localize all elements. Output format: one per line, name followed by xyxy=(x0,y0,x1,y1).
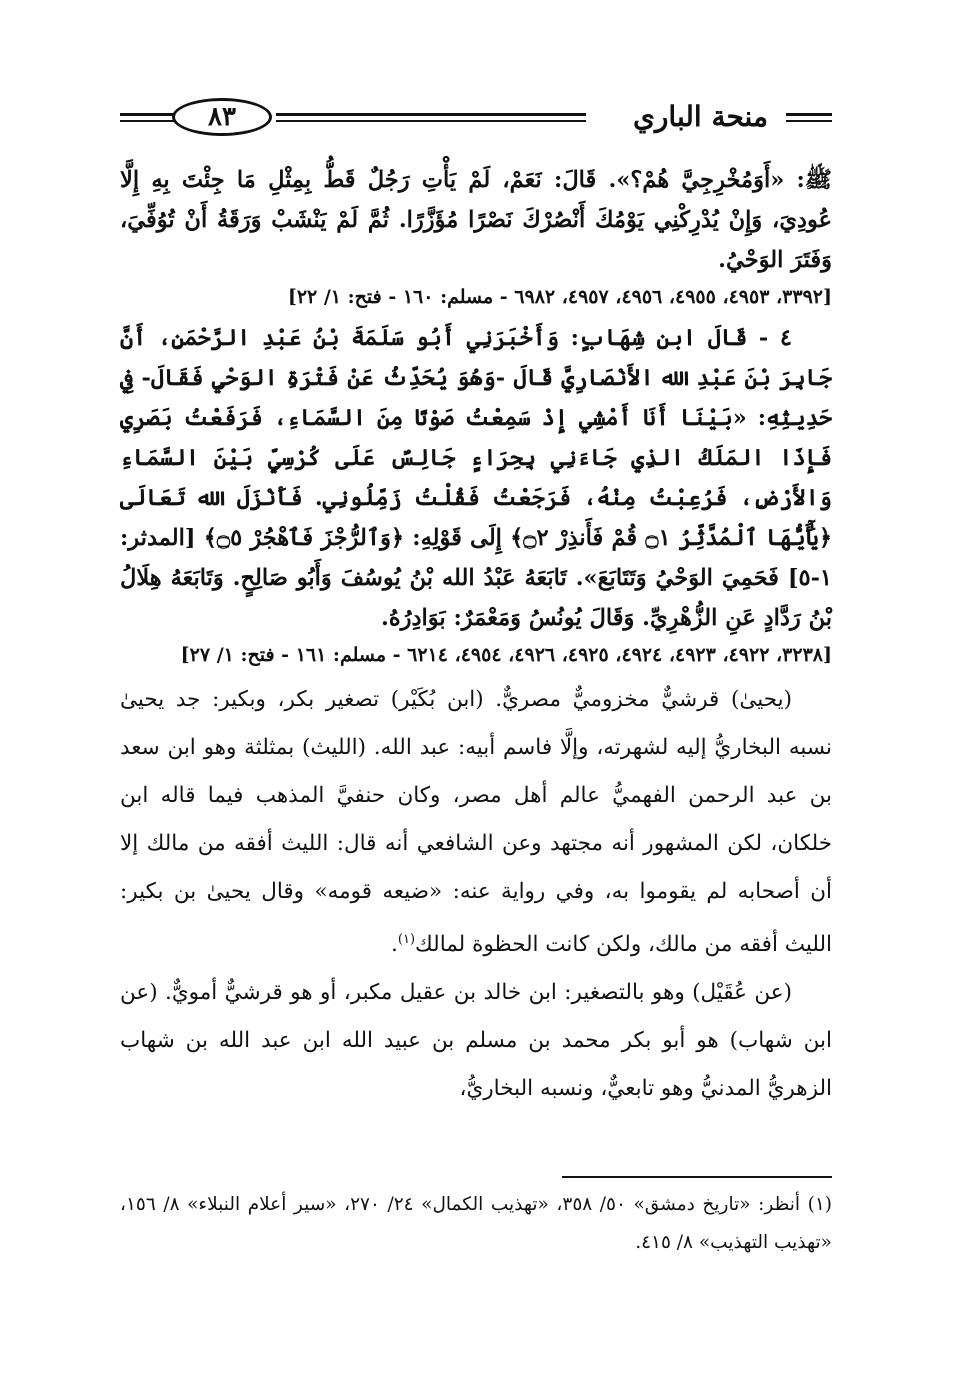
header-rule-middle-thin xyxy=(276,120,586,122)
commentary-paragraph-1 xyxy=(120,676,832,969)
header-rule-right-thin xyxy=(786,120,832,122)
hadith-3-references: [٣٣٩٢، ٤٩٥٣، ٤٩٥٥، ٤٩٥٦، ٤٩٥٧، ٦٩٨٢ - مسلم: ١٦٠ - فتح: ١/ ٢٢] xyxy=(287,286,832,308)
header-rule-right xyxy=(786,113,832,116)
hadith-3-tail: ﷺ: «أَوَمُخْرِجِيَّ هُمْ؟». قَالَ: نَعَمْ، لَمْ يَأْتِ رَجُلٌ قَطُّ بِمِثْلِ مَا جِئْتَ بِهِ إِلَّا عُودِيَ، وَإِنْ يُدْرِكْنِي يَوْمُكَ أَنْصُرْكَ نَصْرًا مُؤَزَّرًا. ثُمَّ لَمْ يَنْشَبْ وَرَقَةُ أَنْ تُوُفِّيَ، وَفَتَرَ الوَحْيُ. xyxy=(120,167,832,273)
commentary-paragraph-2: (عن عُقَيْل) وهو بالتصغير: ابن خالد بن عقيل مكبر، أو هو قرشيٌّ أمويٌّ. (عن ابن شهاب) هو أبو بكر محمد بن مسلم بن عبيد الله ابن عبد الله بن شهاب الزهريُّ المدنيُّ وهو تابعيٌّ، ونسبه البخاريُّ، xyxy=(120,980,832,1102)
running-head-title: منحة الباري xyxy=(632,100,768,133)
page-number: ٨٣ xyxy=(208,102,236,132)
commentary-1-text: (يحيىٰ) قرشيٌّ مخزوميٌّ مصريٌّ. (ابن بُكَيْر) تصغير بكر، وبكير: جد يحيىٰ نسبه البخاريُّ إليه لشهرته، وإلَّا فاسم أبيه: عبد الله. (الليث) بمثلثة وهو ابن سعد بن عبد الرحمن الفهميُّ عالم أهل مصر، وكان حنفيَّ المذهب فيما قاله ابن خلكان، لكن المشهور أنه مجتهد وعن الشافعي أنه قال: الليث أفقه من مالك إلا أن أصحابه لم يقوموا به، وفي رواية عنه: «ضيعه قومه» وقال يحيىٰ بن بكير: الليث أفقه من مالك، ولكن كانت الحظوة لمالك xyxy=(120,687,832,958)
footnote-1: (١) أنظر: «تاريخ دمشق» ٥٠/ ٣٥٨، «تهذيب الكمال» ٢٤/ ٢٧٠، «سير أعلام النبلاء» ٨/ ١٥٦، «تهذيب التهذيب» ٨/ ٤١٥. xyxy=(120,1194,832,1253)
footnote-marker: (١) xyxy=(397,932,416,947)
hadith-4-text: ٤ - قَالَ ابن شِهَابٍ: وَأَخْبَرَنِي أَبُو سَلَمَةَ بْنُ عَبْدِ الرَّحْمَنِ، أَنَّ جَابِرَ بْنَ عَبْدِ الله الأَنْصَارِيَّ قَالَ -وَهُوَ يُحَدِّثُ عَنْ فَتْرَةِ الوَحْيِ فَقَالَ- فِي حَدِيثِهِ: «بَيْنَا أَنَا أَمْشِي إِذْ سَمِعْتُ صَوْتًا مِنَ السَّمَاءِ، فَرَفَعْتُ بَصَرِي فَإِذَا المَلَكُ الذِي جَاءَنِي بِحِرَاءٍ جَالِسٌ عَلَى كُرْسِيٍّ بَيْنَ السَّمَاءِ وَالأَرْضِ، فَرُعِبْتُ مِنْهُ، فَرَجَعْتُ فَقُلْتُ زَمِّلُونِي. فَأَنْزَلَ الله تَعَالَى ﴿يَٰٓأَيُّهَا ٱلْمُدَّثِّرُ ۝١ قُمْ فَأَنذِرْ ۝٢﴾ إِلَى قَوْلِهِ: ﴿وَٱلرُّجْزَ فَٱهْجُرْ ۝٥﴾ [المدثر: ١-٥] فَحَمِيَ الوَحْيُ وَتَتَابَعَ». تَابَعَهُ عَبْدُ الله بْنُ يُوسُفَ وَأَبُو صَالِحٍ. وَتَابَعَهُ هِلَالُ بْنُ رَدَّادٍ عَنِ الزُّهْرِيِّ. وَقَالَ يُونُسُ وَمَعْمَرٌ: بَوَادِرُهُ. xyxy=(120,325,833,631)
hadith-4-references: [٣٢٣٨، ٤٩٢٢، ٤٩٢٣، ٤٩٢٤، ٤٩٢٥، ٤٩٢٦، ٤٩٥٤، ٦٢١٤ - مسلم: ١٦١ - فتح: ١/ ٢٧] xyxy=(180,644,832,666)
page-header xyxy=(120,96,832,146)
header-rule-middle xyxy=(276,113,586,116)
main-text xyxy=(120,160,832,1113)
footnote-separator xyxy=(562,1176,832,1178)
page-number-frame xyxy=(172,98,272,136)
commentary-1-end: . xyxy=(391,932,398,958)
